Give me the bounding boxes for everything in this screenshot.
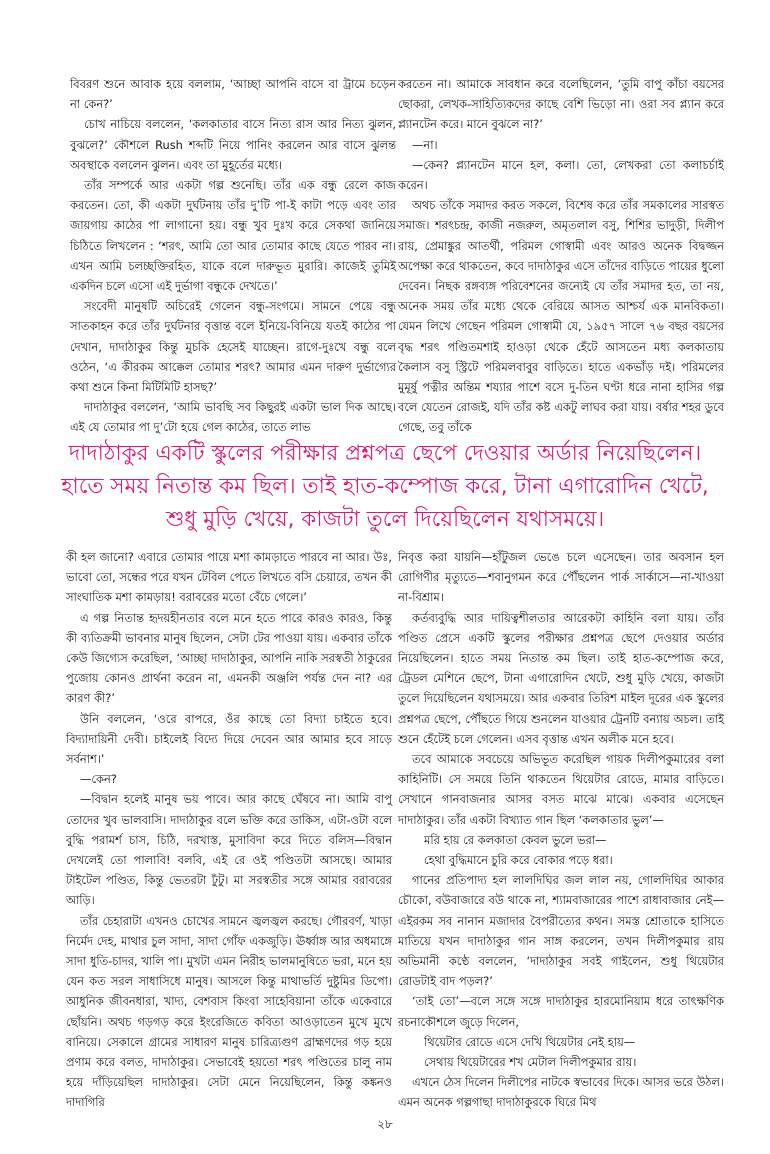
pull-quote-line: দাদাঠাকুর একটি স্কুলের পরীক্ষার প্রশ্নপত্র ছেপে দেওয়ার অর্ডার নিয়েছিলেন। bbox=[68, 441, 702, 466]
song-line: থিয়েটার রোডে এসে দেখি থিয়েটার নেই হায়— bbox=[424, 1034, 636, 1049]
paragraph: —বিদ্বান হলেই মানুষ ভয় পাবে। আর কাছে ঘেঁষবে না। আমি বাপু তোদের খুব ভালবাসি। দাদাঠাকুর বলে ভক্তি করে ডাকিস, এটা-ওটা বলে বুদ্ধি পরামর্শ চাস, চিঠি, দরখাস্ত, মুসাবিদা করে দিতে বলিস—বিদ্বান দেখলেই তো পালাবি! বলবি, এই রে ওই পণ্ডিতটা আসছে। আমার টাইটেল পণ্ডিত, কিন্তু ভেতরটা ঢুঁটু। মা সরস্বতীর সঙ্গে আমার বরাবরের আড়ি। bbox=[66, 792, 392, 908]
pull-quote bbox=[40, 437, 730, 536]
paragraph: চোখ নাচিয়ে বললেন, ‘কলকাতার বাসে নিত্য রাস আর নিত্য ঝুলন, বুঝলে?’ কৌশলে Rush শব্দটি নিয়ে পানিং করলেন আর বাসে ঝুলন্ত অবস্থাকে বললেন ঝুলন। এবং তা মুহূর্তের মধ্যে। bbox=[70, 117, 396, 172]
paragraph: করতেন না। আমাকে সাবধান করে বলেছিলেন, ‘তুমি বাপু কাঁচা বয়সের ছোকরা, লেখক-সাহিত্যিকদের কাছে বেশি ভিড়ো না। ওরা সব প্ল্যান করে প্ল্যানটেন করে। মানে বুঝলে না?’ bbox=[398, 77, 724, 132]
paragraph: উনি বললেন, ‘ওরে বাপরে, ওঁর কাছে তো বিদ্যা চাইতে হবে। বিদ্যাদায়িনী দেবী। চাইলেই বিদ্যে দিয়ে দেবেন আর আমার হবে সাড়ে সর্বনাশ।’ bbox=[66, 711, 392, 767]
paragraph: অথচ তাঁকে সমাদর করত সকলে, বিশেষ করে তাঁর সমকালের সারস্বত সমাজ। শরৎচন্দ্র, কাজী নজরুল, অমৃতলাল বসু, শিশির ভাদুড়ী, দিলীপ রায়, প্রেমাঙ্কুর আতর্থী, পরিমল গোস্বামী এবং আরও অনেক বিদ্বজ্জন অপেক্ষা করে থাকতেন, কবে দাদাঠাকুর এসে তাঁদের বাড়িতে পায়ের ধুলো দেবেন। নিছক রঙ্গব্যঙ্গ পরিবেশনের জন্যেই যে তাঁর সমাদর হত, তা নয়, অনেক সময় তাঁর মধ্যে থেকে বেরিয়ে আসত আশ্চর্য এক মানবিকতা। যেমন লিখে গেছেন পরিমল গোস্বামী যে, ১৯৫৭ সালে ৭৬ বছর বয়সের বৃদ্ধ শরৎ পণ্ডিতমশাই হাওড়া থেকে হেঁটে আসতেন মধ্য কলকাতায় কৈলাস বসু স্ট্রিটে পরিমলবাবুর বাড়িতে। হাতে একভাঁড় দই। পরিমলের মুমূর্ষু পত্নীর অন্তিম শয্যার পাশে বসে দু-তিন ঘণ্টা ধরে নানা হাসির গল্প বলে যেতেন রোজই, যদি তাঁর কষ্ট একটু লাঘব করা যায়। বর্ষার শহর ডুবে গেছে, তবু তাঁকে bbox=[398, 198, 724, 435]
column-top-right bbox=[398, 74, 724, 438]
paragraph: এখনে ঠেস দিলেন দিলীপের নাটকে স্বভাবের দিকে। আসর ভরে উঠল। এমন অনেক গল্পগাছা দাদাঠাকুরকে ঘিরে মিথ bbox=[398, 1075, 724, 1110]
song-line: সেথায় থিয়েটারের শখ মেটাল দিলীপকুমার রায়। bbox=[424, 1055, 637, 1070]
pull-quote-line: শুধু মুড়ি খেয়ে, কাজটা তুলে দিয়েছিলেন যথাসময়ে। bbox=[165, 507, 605, 532]
column-bottom-left bbox=[66, 547, 392, 1113]
page-number: ২৮ bbox=[377, 1117, 393, 1131]
paragraph: দাদাঠাকুর বললেন, ‘আমি ভাবছি সব কিছুরই একটা ভাল দিক আছে। এই যে তোমার পা দু’টো হয়ে গেল কাঠের, তাতে লাভ bbox=[70, 400, 396, 435]
paragraph: তাঁর চেহারাটা এখনও চোখের সামনে জ্বলজ্বল করছে। গৌরবর্ণ, খাড়া নির্মেদ দেহ, মাথার চুল সাদা, সাদা গোঁফ একজুড়ি। ঊর্ধ্বাঙ্গ আর অধমাঙ্গে সাদা ধুতি-চাদর, খালি পা। মুখটা এমন নিরীহ ভালমানুষিতে ভরা, মনে হয় যেন কত সরল সাধাসিধে মানুষ। আসলে কিন্তু মাথাভর্তি দুষ্টুমির ডিপো। আধুনিক জীবনধারা, খাদ্য, বেশবাস কিংবা সাহেবিয়ানা তাঁকে একেবারে ছোঁয়নি। অথচ গড়গড় করে ইংরেজিতে কবিতা আওড়াতেন মুখে মুখে বানিয়ে। সেকালে গ্রামের সাধারণ মানুষ চারিত্র্যগুণ ব্রাহ্মণদের গড় হয়ে প্রণাম করে বলত, দাদাঠাকুর। সেভাবেই হয়তো শরৎ পণ্ডিতের চালু নাম হয়ে দাঁড়িয়েছিল দাদাঠাকুর। সেটা মেনে নিয়েছিলেন, কিন্তু কঙ্কনও দাদাগিরি bbox=[66, 913, 392, 1110]
paragraph: কী হল জানো? এবারে তোমার পায়ে মশা কামড়াতে পারবে না আর। উঃ, ভাবো তো, সন্ধের পরে যখন টেবিল পেতে লিখতে বসি চেয়ারে, তখন কী সাংঘাতিক মশা কামড়ায়! বরাবরের মতো বেঁচে গেলে।’ bbox=[66, 550, 392, 605]
paragraph: এ গল্প নিতান্ত হৃদয়হীনতার বলে মনে হতে পারে কারও কারও, কিন্তু কী ব্যতিক্রমী ভাবনার মানুষ ছিলেন, সেটা টের পাওয়া যায়। একবার তাঁকে কেউ জিগ্যেস করেছিল, ‘আচ্ছা দাদাঠাকুর, আপনি নাকি সরস্বতী ঠাকুরের পুজোয় কোনও প্রার্থনা করেন না, এমনকী অঞ্জলি পর্যন্ত দেন না? এর কারণ কী?’ bbox=[66, 610, 392, 706]
paragraph: —কেন? bbox=[80, 772, 117, 787]
column-bottom-right bbox=[398, 547, 724, 1113]
paragraph: তাঁর সম্পর্কে আর একটা গল্প শুনেছি। তাঁর এক বন্ধু রেলে কাজ করতেন। তো, কী একটা দুর্ঘটনায় তাঁর দু’টি পা-ই কাটা পড়ে এবং তার জায়গায় কাঠের পা লাগানো হয়। বন্ধু খুব দুঃখ করে সেকথা জানিয়ে চিঠিতে লিখলেন : ‘শরৎ, আমি তো আর তোমার কাছে যেতে পারব না। এখন আমি চলচ্ছক্তিরহিত, যাকে বলে দারুভূত মুরারি। কাজেই তুমিই একদিন চলে এসো এই দুর্ভাগা বন্ধুকে দেখতে।’ bbox=[70, 178, 396, 294]
song-line: হেথা বুদ্ধিমানে চুরি করে বোকার পড়ে ধরা। bbox=[424, 853, 613, 868]
pull-quote-line: হাতে সময় নিতান্ত কম ছিল। তাই হাত-কম্পোজ করে, টানা এগারোদিন খেটে, bbox=[61, 474, 709, 499]
paragraph: কর্তব্যবুদ্ধি আর দায়িত্বশীলতার আরেকটা কাহিনি বলা যায়। তাঁর পণ্ডিত প্রেসে একটি স্কুলের পরীক্ষার প্রশ্নপত্র ছেপে দেওয়ার অর্ডার নিয়েছিলেন। হাতে সময় নিতান্ত কম ছিল। তাই হাত-কম্পোজ করে, ট্রেডল মেশিনে ছেপে, টানা এগারোদিন খেটে, শুধু মুড়ি খেয়ে, কাজটা তুলে দিয়েছিলেন যথাসময়ে। আর একবার তিরিশ মাইল দূরের এক স্কুলের প্রশ্নপত্র ছেপে, পৌঁছতে গিয়ে শুনলেন যাওয়ার ট্রেনটি বন্যায় অচল। তাই শুনে হেঁটেই চলে গেলেন। এসব বৃত্তান্ত এখন অলীক মনে হবে। bbox=[398, 610, 724, 746]
paragraph: ‘তাই তো’—বলে সঙ্গে সঙ্গে দাদাঠাকুর হারমোনিয়াম ধরে তাৎক্ষণিক রচনাকৌশলে জুড়ে দিলেন, bbox=[398, 994, 724, 1029]
paragraph: গানের প্রতিপাদ্য হল লালদিঘির জল লাল নয়, গোলদিঘির আকার চৌকো, বউবাজারে বউ থাকে না, শ্যামবাজারের পাশে রাধাবাজার নেই—এইরকম সব নানান মজাদার বৈপরীত্যের কথন। সমস্ত শ্রোতাকে হাসিতে মাতিয়ে যখন দাদাঠাকুর গান সাঙ্গ করলেন, তখন দিলীপকুমার রায় অভিমানী কণ্ঠে বললেন, ‘দাদাঠাকুর সবই গাইলেন, শুধু থিয়েটার রোডটাই বাদ পড়ল?’ bbox=[398, 873, 724, 989]
paragraph: বিবরণ শুনে আবাক হয়ে বললাম, ‘আচ্ছা আপনি বাসে বা ট্রামে চড়েন না কেন?’ bbox=[70, 77, 396, 112]
paragraph: নিবৃত্ত করা যায়নি—হাঁটুজল ভেঙে চলে এসেছেন। তার অবসান হল রোগিণীর মৃত্যুতে—শবানুগমন করে পৌঁছলেন পার্ক সার্কাসে—না-খাওয়া না-বিশ্রাম। bbox=[398, 550, 724, 605]
paragraph: —কেন? প্ল্যানটেন মানে হল, কলা। তো, লেখকরা তো কলাচর্চাই করেন। bbox=[398, 157, 724, 193]
song-line: মরি হায় রে কলকাতা কেবল ভুলে ভরা— bbox=[424, 832, 607, 847]
paragraph: তবে আমাকে সবচেয়ে অভিভূত করেছিল গায়ক দিলীপকুমারের বলা কাহিনিটি। সে সময়ে তিনি থাকতেন থিয়েটার রোডে, মামার বাড়িতে। সেখানে গানবাজনার আসর বসত মাঝে মাঝে। একবার এসেছেন দাদাঠাকুর। তাঁর একটা বিখ্যাত গান ছিল ‘কলকাতার ভুল’— bbox=[398, 752, 724, 827]
paragraph: —না। bbox=[412, 137, 438, 152]
column-top-left bbox=[70, 74, 396, 438]
paragraph: সংবেদী মানুষটি অচিরেই গেলেন বন্ধু-সংগমে। সামনে পেয়ে বন্ধু সাতকাহন করে তাঁর দুর্ঘটনার বৃত্তান্ত বলে ইনিয়ে-বিনিয়ে যতই কাঠের পা দেখান, দাদাঠাকুর কিন্তু মুচকি হেসেই যাচ্ছেন। রাগে-দুঃখে বন্ধু বলে ওঠেন, ‘এ কীরকম আক্কেল তোমার শরৎ? আমার এমন দারুণ দুর্ভাগ্যের কথা শুনে কিনা মিটিমিটি হাসছ?’ bbox=[70, 299, 396, 395]
